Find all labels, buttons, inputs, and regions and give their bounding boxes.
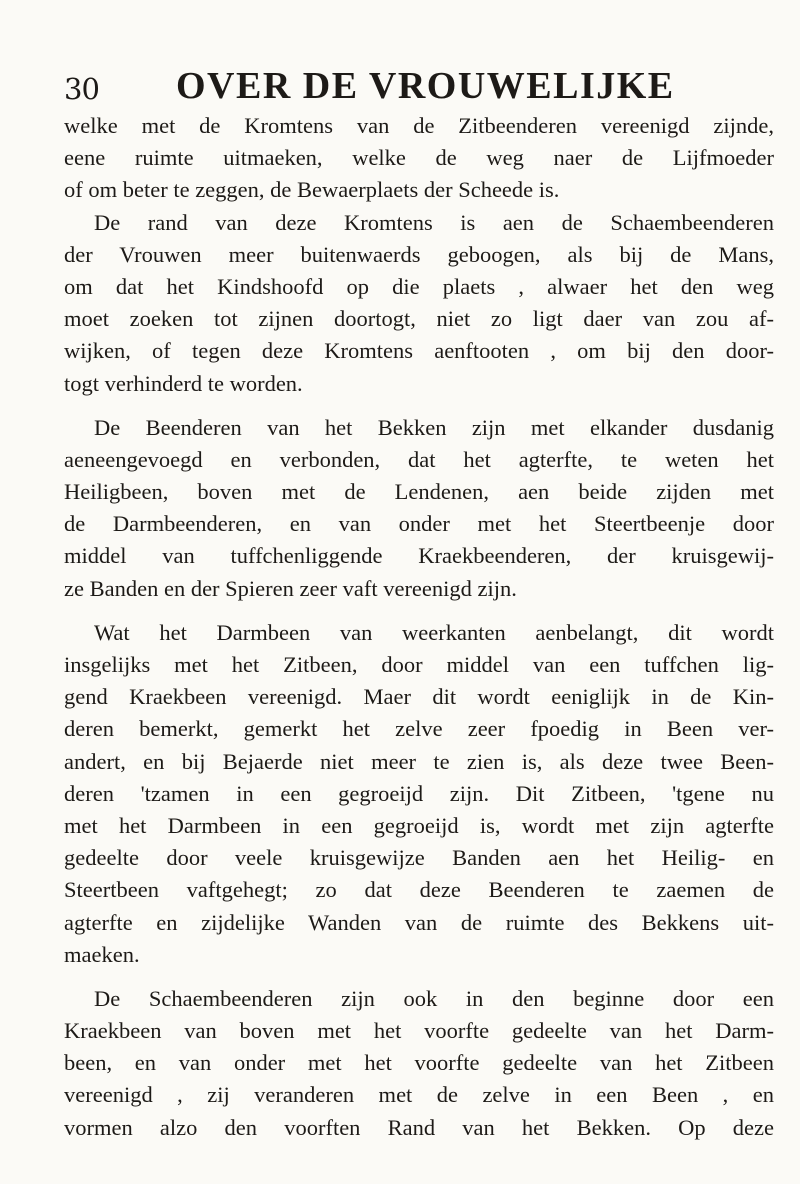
text-line: eene ruimte uitmaeken, welke de weg naer de Lijfmoeder	[64, 145, 774, 171]
text-line: om dat het Kindshoofd op die plaets , alwaer het den weg	[64, 273, 774, 299]
paragraph-gap	[64, 605, 774, 617]
text-line: De Beenderen van het Bekken zijn met elkander dusdanig	[94, 414, 774, 440]
text-line: Steertbeen vaftgehegt; zo dat deze Beenderen te zaemen de	[64, 877, 774, 903]
text-line: De Schaembeenderen zijn ook in den beginne door een	[94, 985, 774, 1011]
paragraph-4	[64, 617, 774, 971]
text-line: deren bemerkt, gemerkt het zelve zeer fpoedig in Been ver-	[64, 716, 774, 742]
text-line: deren 'tzamen in een gegroeijd zijn. Dit Zitbeen, 'tgene nu	[64, 780, 774, 806]
paragraph-gap	[64, 971, 774, 983]
text-line: Heiligbeen, boven met de Lendenen, aen beide zijden met	[64, 479, 774, 505]
text-line: maeken.	[64, 941, 140, 967]
text-line: Kraekbeen van boven met het voorfte gedeelte van het Darm-	[64, 1018, 774, 1044]
text-line: been, en van onder met het voorfte gedeelte van het Zitbeen	[64, 1050, 774, 1076]
paragraph-1	[64, 110, 774, 207]
text-line: agterfte en zijdelijke Wanden van de ruimte des Bekkens uit-	[64, 909, 774, 935]
text-line: vormen alzo den voorften Rand van het Bekken. Op deze	[64, 1114, 774, 1140]
text-line: aeneengevoegd en verbonden, dat het agterfte, te weten het	[64, 446, 774, 472]
text-line: gedeelte door veele kruisgewijze Banden aen het Heilig- en	[64, 845, 774, 871]
text-line: der Vrouwen meer buitenwaerds geboogen, als bij de Mans,	[64, 241, 774, 267]
text-line: ze Banden en der Spieren zeer vaft vereenigd zijn.	[64, 575, 517, 601]
paragraph-3	[64, 412, 774, 605]
paragraph-5	[64, 983, 774, 1144]
running-title: OVER DE VROUWELIJKE	[176, 65, 675, 107]
paragraph-gap	[64, 400, 774, 412]
text-line: of om beter te zeggen, de Bewaerplaets der Scheede is.	[64, 177, 560, 203]
text-line: moet zoeken tot zijnen doortogt, niet zo ligt daer van zou af-	[64, 306, 774, 332]
paragraph-2	[64, 207, 774, 400]
text-line: togt verhinderd te worden.	[64, 370, 303, 396]
text-line: De rand van deze Kromtens is aen de Schaembeenderen	[94, 209, 774, 235]
text-line: wijken, of tegen deze Kromtens aenftooten , om bij den door-	[64, 338, 774, 364]
body-text	[64, 110, 774, 1144]
text-line: de Darmbeenderen, en van onder met het Steertbeenje door	[64, 511, 774, 537]
text-line: vereenigd , zij veranderen met de zelve in een Been , en	[64, 1082, 774, 1108]
text-line: insgelijks met het Zitbeen, door middel van een tuffchen lig-	[64, 652, 774, 677]
text-line: met het Darmbeen in een gegroeijd is, wordt met zijn agterfte	[64, 812, 774, 838]
text-line: Wat het Darmbeen van weerkanten aenbelangt, dit wordt	[94, 619, 774, 645]
text-line: middel van tuffchenliggende Kraekbeenderen, der kruisgewij-	[64, 543, 774, 569]
text-line: gend Kraekbeen vereenigd. Maer dit wordt eeniglijk in de Kin-	[64, 684, 774, 710]
text-line: andert, en bij Bejaerde niet meer te zien is, als deze twee Been-	[64, 748, 774, 774]
text-line: welke met de Kromtens van de Zitbeenderen vereenigd zijnde,	[64, 113, 774, 138]
page-header	[64, 64, 764, 106]
page-number: 30	[64, 72, 99, 106]
